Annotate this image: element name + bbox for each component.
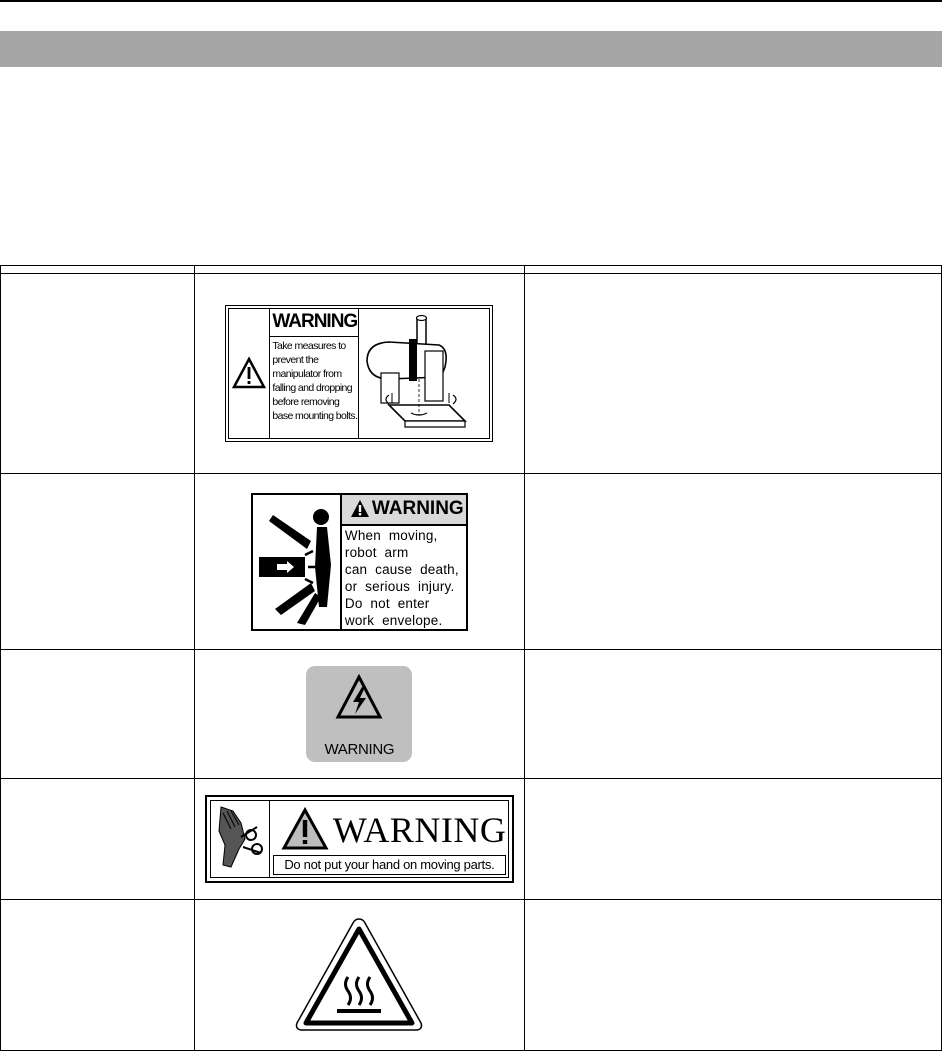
label2-title: WARNING [371, 497, 464, 519]
table-row [1, 900, 942, 1051]
label4-title: WARNING [332, 810, 507, 850]
table-row [1, 274, 942, 474]
location-cell [1, 274, 195, 474]
label1-text: Take measures to prevent the manipulator from falling and dropping before removing base mounting bolts. [272, 340, 358, 422]
label-cell [195, 274, 524, 474]
location-cell [1, 650, 195, 779]
label4-subtitle: Do not put your hand on moving parts. [273, 855, 506, 875]
section-header-bar [0, 31, 942, 67]
base-bolts-warning-label [225, 305, 493, 442]
header-cell-3 [524, 266, 941, 274]
manipulator-illustration-icon [359, 309, 489, 438]
note-cell [524, 474, 941, 650]
note-cell [524, 900, 941, 1051]
table-header-row [1, 266, 942, 274]
warning-labels-table [0, 265, 942, 1051]
robot-arm-warning-label [251, 493, 468, 631]
warning-triangle-icon [350, 499, 370, 518]
label2-text: When moving, robot arm can cause death, or serious injury. Do not enter work envelope. [344, 527, 459, 628]
label-cell [195, 900, 524, 1051]
electric-shock-warning-label [306, 666, 412, 762]
header-cell-1 [1, 266, 195, 274]
note-cell [524, 779, 941, 900]
moving-parts-warning-label [205, 795, 514, 883]
table-row [1, 650, 942, 779]
table-row [1, 474, 942, 650]
label-cell [195, 650, 524, 779]
label1-title: WARNING [272, 311, 358, 332]
location-cell [1, 779, 195, 900]
label3-title: WARNING [324, 741, 395, 758]
label-cell [195, 474, 524, 650]
page-top-rule [0, 0, 942, 2]
hand-pinch-icon [211, 801, 270, 877]
arm-impact-icon [253, 495, 342, 629]
warning-triangle-icon [229, 309, 270, 438]
note-cell [524, 274, 941, 474]
note-cell [524, 650, 941, 779]
table-row [1, 779, 942, 900]
location-cell [1, 474, 195, 650]
warning-triangle-icon [281, 807, 329, 851]
location-cell [1, 900, 195, 1051]
electric-shock-icon [335, 674, 383, 720]
header-cell-2 [195, 266, 524, 274]
hot-surface-warning-label [293, 915, 425, 1035]
label-cell [195, 779, 524, 900]
